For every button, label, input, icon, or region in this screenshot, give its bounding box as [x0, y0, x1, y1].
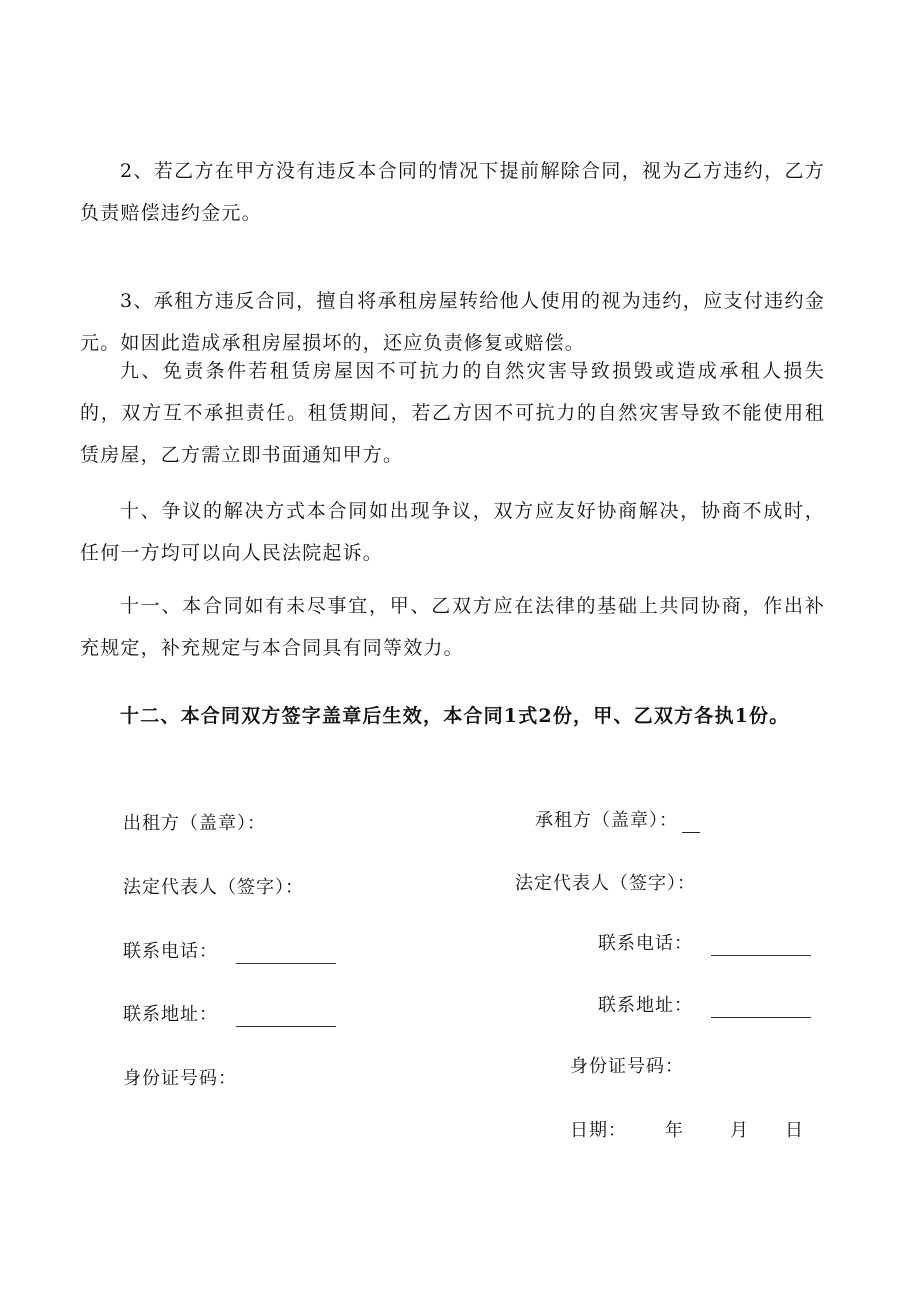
lessor-representative-field	[123, 876, 304, 900]
lessor-address-field	[123, 1003, 336, 1027]
date-month: 月	[730, 1120, 749, 1141]
date-label: 日期：	[570, 1120, 627, 1141]
lessor-address-label: 联系地址：	[123, 1004, 218, 1025]
lessor-party-field	[123, 812, 266, 836]
lessor-id-label: 身份证号码：	[123, 1068, 237, 1089]
clause-eleven-supplement: 十一、本合同如有未尽事宜，甲、乙双方应在法律的基础上共同协商，作出补充规定，补充规定与本合同具有同等效力。	[80, 595, 825, 659]
clause-2: 2、若乙方在甲方没有违反本合同的情况下提前解除合同，视为乙方违约，乙方负责赔偿违约金元。	[80, 160, 825, 224]
lessee-address-label: 联系地址：	[598, 995, 693, 1016]
lessor-phone-blank	[236, 947, 336, 964]
lessor-id-field	[123, 1067, 237, 1091]
date-day: 日	[785, 1120, 804, 1141]
lessee-party-dash	[682, 821, 700, 833]
lessee-phone-field	[598, 932, 811, 956]
lessor-representative-label: 法定代表人（签字）：	[123, 877, 304, 898]
lessee-party-field	[535, 809, 700, 833]
lessor-phone-field	[123, 940, 336, 964]
clause-3: 3、承租方违反合同，擅自将承租房屋转给他人使用的视为违约，应支付违约金元。如因此造成承租房屋损坏的，还应负责修复或赔偿。	[80, 290, 825, 354]
clause-nine-force-majeure: 九、免责条件若租赁房屋因不可抗力的自然灾害导致损毁或造成承租人损失的，双方互不承担责任。租赁期间，若乙方因不可抗力的自然灾害导致不能使用租赁房屋，乙方需立即书面通知甲方。	[80, 360, 825, 466]
date-year: 年	[665, 1120, 684, 1141]
lessor-party-label: 出租方（盖章）：	[123, 813, 266, 834]
lessee-address-blank	[711, 1001, 811, 1018]
lessee-representative-label: 法定代表人（签字）：	[515, 873, 696, 894]
lessee-phone-blank	[711, 939, 811, 956]
clause-ten-dispute-resolution: 十、争议的解决方式本合同如出现争议，双方应友好协商解决，协商不成时，任何一方均可以向人民法院起诉。	[80, 500, 825, 564]
lessee-party-label: 承租方（盖章）：	[535, 810, 678, 831]
lessor-address-blank	[236, 1010, 336, 1027]
clause-twelve-effect: 十二、本合同双方签字盖章后生效，本合同1式2份，甲、乙双方各执1份。	[120, 705, 790, 727]
lessee-id-label: 身份证号码：	[570, 1056, 684, 1077]
lessee-date-line	[570, 1119, 810, 1141]
lessee-phone-label: 联系电话：	[598, 933, 693, 954]
lessor-phone-label: 联系电话：	[123, 941, 218, 962]
lessee-representative-field	[515, 872, 696, 896]
lessee-address-field	[598, 994, 811, 1018]
lessee-id-field	[570, 1055, 684, 1079]
